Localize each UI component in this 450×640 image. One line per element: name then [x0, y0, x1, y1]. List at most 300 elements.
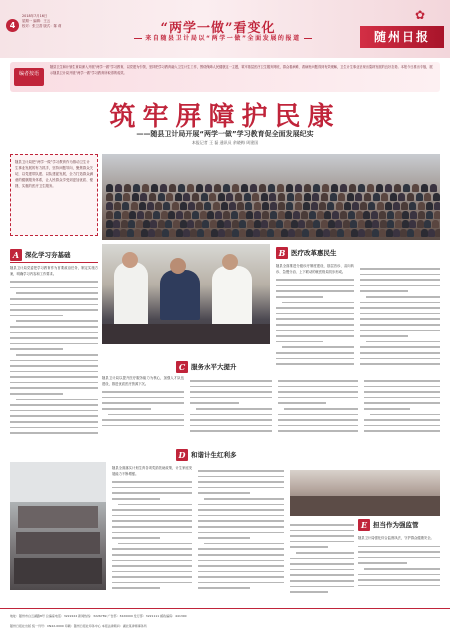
audience-member	[358, 184, 365, 192]
audience-member	[313, 184, 320, 192]
audience-member	[433, 193, 440, 201]
audience-member	[418, 202, 425, 210]
audience-member	[200, 211, 207, 219]
audience-member	[168, 211, 175, 219]
audience-member	[218, 193, 225, 201]
audience-member	[379, 229, 386, 237]
audience-member	[106, 229, 113, 237]
audience-member	[262, 202, 269, 210]
audience-member	[348, 211, 355, 219]
audience-member	[262, 211, 269, 219]
audience-member	[205, 184, 212, 192]
audience-member	[338, 193, 345, 201]
audience-member	[312, 193, 319, 201]
audience-member	[162, 229, 169, 237]
audience-member	[336, 202, 343, 210]
section-b-title: 医疗改革惠民生	[291, 249, 337, 257]
masthead	[0, 0, 450, 58]
audience-member	[343, 220, 350, 228]
pull-quote	[10, 154, 98, 236]
audience-member	[402, 220, 409, 228]
audience-member	[360, 202, 367, 210]
audience-member	[407, 193, 414, 201]
editor-note	[10, 62, 440, 92]
audience-member	[321, 220, 328, 228]
audience-member	[202, 220, 209, 228]
audience-member	[115, 184, 122, 192]
audience-member	[115, 193, 122, 201]
section-a-letter: A	[10, 249, 22, 261]
audience-member	[133, 184, 140, 192]
audience-member	[120, 229, 127, 237]
audience-member	[409, 202, 416, 210]
audience-member	[276, 220, 283, 228]
section-a-para: 随县卫计局党委把学习教育作为首要政治任务，制定实施方案，明确学习内容和工作要求。	[10, 266, 98, 276]
audience-member	[250, 184, 257, 192]
audience-member	[187, 220, 194, 228]
audience-member	[395, 220, 402, 228]
audience-member	[287, 193, 294, 201]
audience-member	[161, 211, 168, 219]
audience-member	[246, 229, 253, 237]
section-c-title: 服务水平大提升	[191, 363, 237, 371]
audience-member	[393, 229, 400, 237]
audience-member	[395, 211, 402, 219]
audience-member	[352, 202, 359, 210]
page-footer	[0, 608, 450, 640]
audience-member	[232, 184, 239, 192]
audience-member	[113, 229, 120, 237]
audience-member	[309, 211, 316, 219]
audience-member	[302, 229, 309, 237]
audience-member	[148, 229, 155, 237]
audience-member	[335, 220, 342, 228]
audience-member	[304, 193, 311, 201]
audience-member	[414, 229, 421, 237]
section-e-para: 随县卫计局强化综合监督执法，守护群众健康安全。	[358, 536, 434, 540]
audience-member	[316, 229, 323, 237]
audience-member	[139, 202, 146, 210]
audience-member	[155, 229, 162, 237]
section-d-body-col2	[198, 466, 284, 602]
audience-member	[239, 211, 246, 219]
audience-member	[207, 211, 214, 219]
audience-member	[286, 202, 293, 210]
masthead-slogan: “两学一做”看变化	[160, 21, 276, 36]
audience-member	[180, 220, 187, 228]
audience-member	[192, 193, 199, 201]
audience-member	[169, 229, 176, 237]
audience-member	[387, 211, 394, 219]
audience-member	[160, 184, 167, 192]
audience-member	[201, 193, 208, 201]
audience-member	[268, 184, 275, 192]
audience-member	[232, 220, 239, 228]
audience-member	[301, 211, 308, 219]
audience-member	[303, 202, 310, 210]
audience-member	[403, 184, 410, 192]
section-e-letter: E	[358, 519, 370, 531]
audience-member	[340, 184, 347, 192]
audience-member	[252, 193, 259, 201]
audience-member	[295, 229, 302, 237]
audience-member	[187, 184, 194, 192]
audience-member	[224, 220, 231, 228]
audience-member	[285, 211, 292, 219]
audience-member	[344, 202, 351, 210]
audience-member	[434, 202, 440, 210]
audience-member	[188, 202, 195, 210]
audience-member	[270, 211, 277, 219]
audience-member	[196, 184, 203, 192]
audience-member	[340, 211, 347, 219]
audience-member	[385, 202, 392, 210]
audience-member	[217, 220, 224, 228]
audience-member	[142, 184, 149, 192]
audience-member	[416, 193, 423, 201]
audience-member	[373, 193, 380, 201]
audience-member	[196, 202, 203, 210]
proof-line: 校对：张卫香 版式：陈 莉	[22, 24, 62, 28]
audience-member	[204, 229, 211, 237]
audience-member	[106, 184, 113, 192]
section-c-body-col3	[278, 376, 358, 440]
section-e-body-col1	[290, 520, 354, 604]
audience-member	[114, 211, 121, 219]
audience-member	[239, 229, 246, 237]
audience-member	[410, 211, 417, 219]
audience-member	[192, 211, 199, 219]
audience-member	[430, 184, 437, 192]
audience-member	[106, 211, 113, 219]
audience-member	[176, 211, 183, 219]
section-c-para: 随县卫计局以提升医疗服务能力为核心，加强人才队伍建设，推进优质医疗资源下沉。	[102, 376, 184, 386]
audience-member	[204, 202, 211, 210]
audience-member	[241, 184, 248, 192]
section-c-heading	[176, 360, 286, 374]
audience-member	[253, 229, 260, 237]
audience-member	[123, 193, 130, 201]
footer-contact: 地址：随州市白云湖路8号 总编室电话：3222222 新闻热线：3226789 广告部：3220000 发行部：3221111 邮政编码：441300	[10, 614, 187, 618]
section-a-title: 深化学习夯基础	[25, 251, 71, 259]
audience-member	[355, 193, 362, 201]
edition-date: 2018年7月16日	[22, 14, 48, 18]
audience-member	[317, 211, 324, 219]
audience-member	[327, 202, 334, 210]
audience-member	[401, 202, 408, 210]
audience-member	[426, 211, 433, 219]
audience-member	[132, 193, 139, 201]
audience-member	[367, 184, 374, 192]
audience-member	[387, 220, 394, 228]
audience-member	[149, 193, 156, 201]
section-e-title: 担当作为强监管	[373, 521, 419, 529]
photo-meeting-hall	[102, 154, 440, 240]
audience-member	[235, 193, 242, 201]
audience-member	[424, 220, 431, 228]
section-a-body	[10, 266, 98, 456]
audience-member	[394, 184, 401, 192]
audience-member	[147, 202, 154, 210]
audience-member	[267, 229, 274, 237]
audience-member	[356, 211, 363, 219]
audience-member	[350, 220, 357, 228]
audience-member	[239, 220, 246, 228]
audience-member	[376, 184, 383, 192]
audience-member	[114, 202, 121, 210]
audience-member	[209, 193, 216, 201]
audience-member	[211, 229, 218, 237]
audience-member	[180, 202, 187, 210]
audience-member	[136, 220, 143, 228]
audience-member	[274, 229, 281, 237]
audience-member	[106, 202, 113, 210]
section-c-letter: C	[176, 361, 188, 373]
photo-staff-group	[290, 470, 440, 516]
section-b-body-col2	[360, 264, 440, 374]
audience-member	[261, 220, 268, 228]
audience-member	[183, 193, 190, 201]
section-c-body-col2	[190, 376, 272, 440]
audience-member	[175, 193, 182, 201]
edition-meta	[22, 14, 82, 29]
section-d-title: 和谐计生红利多	[191, 451, 237, 459]
audience-member	[225, 229, 232, 237]
audience-member	[372, 220, 379, 228]
audience-member	[122, 211, 129, 219]
audience-member	[172, 202, 179, 210]
audience-member	[400, 229, 407, 237]
audience-member	[261, 193, 268, 201]
audience-member	[178, 184, 185, 192]
audience-member	[214, 184, 221, 192]
audience-member	[247, 220, 254, 228]
audience-member	[278, 193, 285, 201]
section-b-heading	[276, 246, 440, 260]
section-d-letter: D	[176, 449, 188, 461]
paper-name: 随州日报	[360, 26, 444, 48]
audience-member	[269, 193, 276, 201]
section-e-heading	[358, 518, 440, 532]
audience-member	[421, 184, 428, 192]
audience-member	[127, 229, 134, 237]
audience-member	[412, 184, 419, 192]
audience-member	[434, 211, 440, 219]
audience-member	[158, 220, 165, 228]
audience-member	[381, 193, 388, 201]
audience-member	[311, 202, 318, 210]
audience-member	[402, 211, 409, 219]
editor-note-tag: 编者按语	[14, 68, 44, 86]
audience-member	[232, 229, 239, 237]
audience-member	[244, 193, 251, 201]
audience-member	[151, 184, 158, 192]
section-d-body-col1	[112, 466, 192, 602]
audience-member	[166, 193, 173, 201]
audience-member	[363, 211, 370, 219]
audience-member	[309, 229, 316, 237]
audience-member	[418, 211, 425, 219]
editor-line: 星期一 编辑：王云	[22, 19, 51, 23]
audience-member	[347, 193, 354, 201]
audience-member	[145, 211, 152, 219]
audience-member	[190, 229, 197, 237]
audience-member	[106, 193, 113, 201]
audience-member	[197, 229, 204, 237]
audience-member	[134, 229, 141, 237]
audience-member	[364, 193, 371, 201]
audience-member	[231, 211, 238, 219]
audience-member	[321, 193, 328, 201]
audience-member	[426, 202, 433, 210]
audience-member	[319, 202, 326, 210]
audience-member	[158, 193, 165, 201]
footer-publisher: 随州日报社出版 统一刊号：CN42-0000 印刷：随州日报社印务中心 本报法律顾问：湖北某律师事务所	[10, 624, 147, 628]
section-d-heading	[176, 448, 286, 462]
audience-member	[113, 220, 120, 228]
audience-member	[176, 229, 183, 237]
audience-member	[377, 202, 384, 210]
audience-member	[344, 229, 351, 237]
audience-member	[237, 202, 244, 210]
audience-member	[223, 184, 230, 192]
audience-member	[260, 229, 267, 237]
photo-medical-consult	[102, 244, 270, 344]
audience-member	[293, 211, 300, 219]
audience-member	[417, 220, 424, 228]
audience-member	[330, 229, 337, 237]
audience-member	[153, 211, 160, 219]
audience-member	[169, 184, 176, 192]
section-d-para: 随县全面落实计划生育各项奖励扶助政策，计生家庭发展能力不断增强。	[112, 466, 192, 476]
audience-member	[254, 202, 261, 210]
audience-member	[365, 229, 372, 237]
audience-member	[122, 202, 129, 210]
audience-member	[218, 229, 225, 237]
audience-member	[124, 184, 131, 192]
audience-member	[328, 220, 335, 228]
audience-member	[106, 220, 113, 228]
audience-member	[295, 193, 302, 201]
audience-member	[332, 211, 339, 219]
audience-member	[278, 202, 285, 210]
audience-member	[137, 211, 144, 219]
section-b-body-col1	[276, 264, 354, 374]
audience-member	[398, 193, 405, 201]
audience-member	[173, 220, 180, 228]
audience-member	[288, 229, 295, 237]
audience-member	[121, 220, 128, 228]
audience-member	[432, 220, 439, 228]
audience-member	[337, 229, 344, 237]
audience-member	[349, 184, 356, 192]
audience-member	[298, 220, 305, 228]
audience-member	[313, 220, 320, 228]
audience-member	[291, 220, 298, 228]
audience-member	[358, 229, 365, 237]
audience-member	[386, 229, 393, 237]
audience-member	[183, 229, 190, 237]
audience-member	[409, 220, 416, 228]
audience-member	[129, 211, 136, 219]
audience-member	[424, 193, 431, 201]
audience-member	[245, 202, 252, 210]
audience-member	[140, 193, 147, 201]
section-c-body-col4	[364, 376, 440, 440]
audience-member	[270, 202, 277, 210]
audience-member	[295, 202, 302, 210]
audience-member	[277, 184, 284, 192]
audience-member	[131, 202, 138, 210]
section-b-para: 随县全面推进分级诊疗制度建设，基层首诊、双向转诊、急慢分治、上下联动的就医格局初步形成。	[276, 264, 354, 274]
audience-member	[150, 220, 157, 228]
audience-member	[393, 202, 400, 210]
audience-member	[365, 220, 372, 228]
audience-member	[324, 211, 331, 219]
masthead-subtitle: 来自随县卫计局以“两学一做”全面发展的报道	[108, 33, 338, 42]
section-a-heading	[10, 248, 98, 262]
audience-member	[322, 184, 329, 192]
audience-member	[254, 211, 261, 219]
audience-member	[371, 211, 378, 219]
section-c-body-col1	[102, 376, 184, 440]
audience-member	[323, 229, 330, 237]
audience-member	[259, 184, 266, 192]
audience-member	[286, 184, 293, 192]
audience-member	[223, 211, 230, 219]
audience-member	[372, 229, 379, 237]
audience-member	[330, 193, 337, 201]
audience-member	[385, 184, 392, 192]
audience-member	[379, 211, 386, 219]
audience-member	[229, 202, 236, 210]
audience-member	[128, 220, 135, 228]
editor-note-text: 随县卫生和计划生育局深入开展“两学一做”学习教育，以党建为引领，坚持把学习教育融入卫生计生工作，围绕保障人民健康这一主题，筑牢基层医疗卫生服务网底，群众看病难、看病贵问题得到有效缓解，卫生计生事业呈现出蓬勃发展的良好态势。本报今日推出专版，展示随县卫计局开展“两学一做”学习教育所取得的成效。	[50, 65, 433, 75]
audience-member	[368, 202, 375, 210]
audience-member	[221, 202, 228, 210]
audience-member	[269, 220, 276, 228]
audience-member	[407, 229, 414, 237]
audience-member	[215, 211, 222, 219]
audience-member	[210, 220, 217, 228]
section-e-body-col2	[358, 536, 440, 604]
audience-member	[306, 220, 313, 228]
audience-member	[421, 229, 428, 237]
audience-member	[428, 229, 435, 237]
audience-member	[435, 229, 440, 237]
page-subtitle: ——随县卫计局开展“两学一做”学习教育促全面发展纪实	[136, 130, 314, 138]
byline: 本报记者 王 磊 通讯员 余晓梅 周建国	[191, 140, 259, 145]
audience-member	[213, 202, 220, 210]
audience-member	[195, 220, 202, 228]
audience-member	[380, 220, 387, 228]
audience-member	[165, 220, 172, 228]
audience-member	[278, 211, 285, 219]
audience-member	[281, 229, 288, 237]
audience-member	[358, 220, 365, 228]
audience-member	[246, 211, 253, 219]
audience-member	[351, 229, 358, 237]
section-b-letter: B	[276, 247, 288, 259]
photo-training-session	[10, 462, 106, 590]
audience-member	[143, 220, 150, 228]
audience-member	[390, 193, 397, 201]
audience-member	[254, 220, 261, 228]
audience-member	[226, 193, 233, 201]
audience-member	[304, 184, 311, 192]
page-number: 4	[6, 19, 19, 32]
audience-member	[331, 184, 338, 192]
